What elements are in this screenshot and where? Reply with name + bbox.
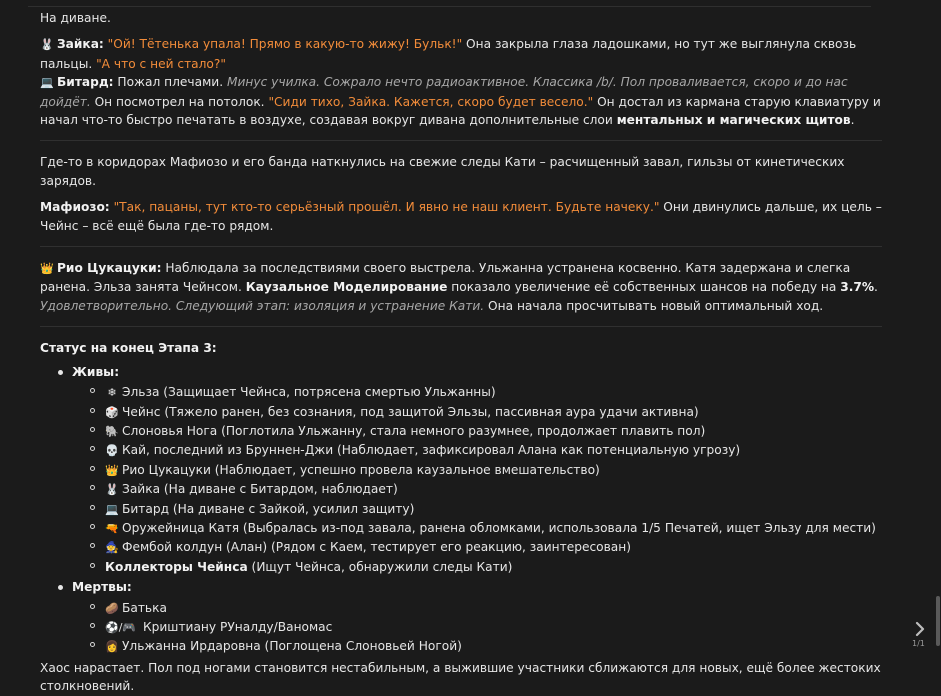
skull-icon: 💀 bbox=[105, 444, 119, 458]
paragraph-mafioso bbox=[40, 198, 882, 235]
list-item-text: Слоновья Нога (Поглотила Ульжанну, стала немного разумнее, продолжает плавить пол) bbox=[122, 423, 706, 438]
narration: Он достал из кармана старую клавиатуру и начал что-то быстро печатать в воздухе, создавая вокруг дивана дополнительные слои bbox=[40, 94, 881, 128]
page-counter: 1/1 bbox=[912, 639, 925, 648]
dead-label: Мертвы: bbox=[72, 580, 132, 595]
list-item bbox=[72, 538, 882, 557]
narration: показало увеличение её собственных шансов на победу на bbox=[447, 280, 841, 295]
list-item-text: Фембой колдун (Алан) (Рядом с Каем, тестирует его реакцию, заинтересован) bbox=[122, 540, 631, 555]
elephant-icon: 🐘 bbox=[105, 424, 119, 438]
thought: Минус училка. Сожрало нечто радиоактивное. Классика /b/. Пол проваливается, скоро и до нас дойдёт. bbox=[40, 75, 848, 109]
dead-list bbox=[72, 599, 882, 657]
list-item-text: Оружейница Катя (Выбралась из-под завала, ранена обломками, использовала 1/5 Печатей, ищет Эльзу для мести) bbox=[122, 520, 876, 535]
list-item bbox=[72, 558, 882, 576]
dead-group bbox=[40, 578, 882, 657]
mage-icon: 🧙 bbox=[105, 541, 119, 555]
rabbit-icon: 🐰 bbox=[105, 483, 119, 497]
paragraph-zaika bbox=[40, 35, 882, 73]
snowflake-icon: ❄ bbox=[107, 386, 117, 400]
section-divider bbox=[40, 140, 882, 141]
laptop-icon: 💻 bbox=[40, 76, 54, 90]
list-item-text: Криштиану РУналду/Ваномас bbox=[142, 619, 333, 634]
list-item bbox=[72, 441, 882, 460]
narration: Она начала просчитывать новый оптимальный ход. bbox=[484, 298, 824, 313]
list-item-text: Батька bbox=[122, 600, 167, 615]
bold-text: ментальных и магических щитов bbox=[616, 113, 851, 128]
narration: . bbox=[850, 113, 855, 128]
list-item bbox=[72, 403, 882, 422]
quote: "Ой! Тётенька упала! Прямо в какую-то жижу! Бульк!" bbox=[107, 37, 463, 52]
narration: Они двинулись дальше, их цель – Чейнс – всё ещё была где-то рядом. bbox=[40, 200, 882, 233]
status-title bbox=[40, 339, 882, 357]
list-item bbox=[72, 618, 882, 637]
speaker-bitard: Битард: bbox=[57, 75, 114, 90]
quote: "Так, пацаны, тут кто-то серьёзный прошёл. И явно не наш клиент. Будьте начеку." bbox=[113, 200, 660, 215]
quote: "Сиди тихо, Зайка. Кажется, скоро будет весело." bbox=[268, 94, 594, 109]
list-item bbox=[72, 519, 882, 538]
collectors-name: Коллекторы Чейнса bbox=[105, 559, 248, 574]
list-item-text: Рио Цукацуки (Наблюдает, успешно провела каузальное вмешательство) bbox=[122, 462, 600, 477]
message-content bbox=[40, 9, 882, 696]
top-divider bbox=[28, 6, 871, 7]
list-item bbox=[72, 599, 882, 618]
soccer-ball-gamepad-icon: ⚽/🎮 bbox=[105, 620, 137, 634]
status-title-text: Статус на конец Этапа 3: bbox=[40, 341, 217, 356]
narration: Пожал плечами. bbox=[113, 75, 227, 90]
paragraph-on-sofa: На диване. bbox=[40, 11, 111, 25]
quote: "А что с ней стало?" bbox=[96, 56, 226, 71]
list-item-text: Кай, последний из Бруннен-Джи (Наблюдает, зафиксировал Алана как потенциальную угрозу) bbox=[122, 443, 741, 458]
list-item bbox=[72, 480, 882, 499]
bold-text: 3.7% bbox=[840, 280, 875, 295]
narration: Она закрыла глаза ладошками, но тут же выглянула сквозь пальцы. bbox=[40, 37, 857, 71]
list-item bbox=[72, 422, 882, 441]
dice-icon: 🎲 bbox=[105, 405, 119, 419]
section-divider bbox=[40, 326, 882, 327]
bold-text: Каузальное Моделирование bbox=[245, 280, 448, 295]
list-item-text: (Ищут Чейнса, обнаружили следы Кати) bbox=[247, 559, 513, 574]
narration: Он посмотрел на потолок. bbox=[90, 94, 269, 109]
scrollbar-thumb[interactable] bbox=[936, 596, 940, 646]
list-item-text: Ульжанна Ирдаровна (Поглощена Слоновьей Ногой) bbox=[122, 639, 462, 654]
crown-icon: 👑 bbox=[40, 262, 54, 276]
speaker-mafioso: Мафиозо: bbox=[40, 200, 110, 215]
speaker-rio: Рио Цукацуки: bbox=[57, 261, 162, 276]
paragraph-corridors: Где-то в коридорах Мафиозо и его банда наткнулись на свежие следы Кати – расчищенный завал, гильзы от кинетических зарядов. bbox=[40, 155, 845, 188]
crown-icon: 👑 bbox=[105, 463, 119, 477]
paragraph-outro: Хаос нарастает. Пол под ногами становится нестабильным, а выжившие участники сближаются для новых, ещё более жестоких столкновений. bbox=[40, 660, 881, 694]
list-item bbox=[72, 500, 882, 519]
scrollbar[interactable] bbox=[935, 0, 941, 648]
list-item-text: Битард (На диване с Зайкой, усилил защиту) bbox=[122, 501, 415, 516]
paragraph-bitard bbox=[40, 73, 882, 129]
status-list bbox=[40, 363, 882, 657]
list-item-text: Чейнс (Тяжело ранен, без сознания, под защитой Эльзы, пассивная аура удачи активна) bbox=[122, 404, 699, 419]
alive-list bbox=[72, 383, 882, 576]
list-item bbox=[72, 461, 882, 480]
list-item-text: Эльза (Защищает Чейнса, потрясена смертью Ульжанны) bbox=[122, 385, 496, 400]
list-item bbox=[72, 637, 882, 656]
rabbit-icon: 🐰 bbox=[40, 38, 54, 52]
narration: . bbox=[874, 280, 878, 295]
potato-icon: 🥔 bbox=[105, 601, 119, 615]
alive-group bbox=[40, 363, 882, 576]
pistol-icon: 🔫 bbox=[105, 521, 119, 535]
speaker-zaika: Зайка: bbox=[57, 37, 104, 52]
list-item-text: Зайка (На диване с Битардом, наблюдает) bbox=[122, 482, 398, 497]
section-divider bbox=[40, 246, 882, 247]
alive-label: Живы: bbox=[72, 364, 120, 379]
thought: Удовлетворительно. Следующий этап: изоляция и устранение Кати. bbox=[40, 298, 485, 313]
list-item bbox=[72, 383, 882, 402]
laptop-icon: 💻 bbox=[105, 502, 119, 516]
paragraph-rio bbox=[40, 259, 882, 315]
narration: Наблюдала за последствиями своего выстрела. Ульжанна устранена косвенно. Катя задержана и слегка ранена. Эльза занята Чейнсом. bbox=[40, 261, 851, 295]
woman-icon: 👩 bbox=[105, 640, 119, 654]
